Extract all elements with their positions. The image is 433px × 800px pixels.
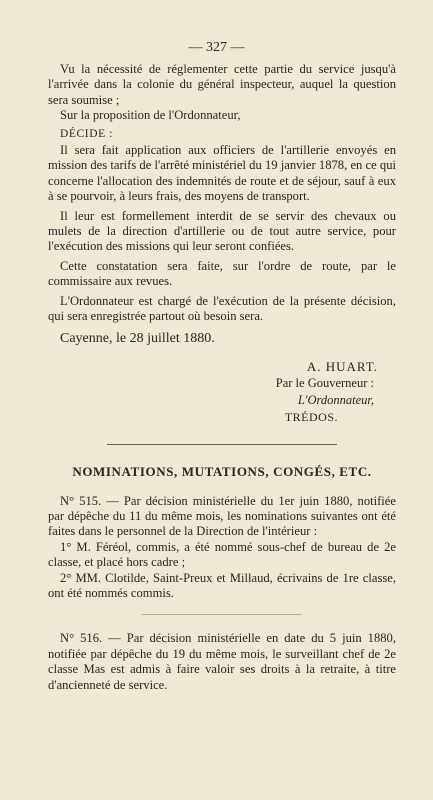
decide-label: DÉCIDE : (60, 127, 114, 140)
decision-text: N° 516. — Par décision ministérielle en date du 5 juin 1880, notifiée par dépêche du 19 du même mois, le surveillant chef de 2e classe Mas est admis à faire valoir ses droits à la retraite, à titre d'ancienneté de service. (48, 631, 396, 692)
decision-item: 2° MM. Clotilde, Saint-Preux et Millaud, écrivains de 1re classe, ont été nommés commis. (48, 570, 396, 600)
section-heading: NOMINATIONS, MUTATIONS, CONGÉS, ETC. (72, 463, 372, 479)
article-paragraph: Il sera fait application aux officiers de l'artillerie envoyés en mission des tarifs de l'arrêté ministériel du 19 janvier 1878, en ce qui concerne l'allocation des indemnités de route et de séjour, sauf à eux à se pourvoir, à leurs frais, des moyens de transport. (48, 143, 396, 204)
article-paragraph: L'Ordonnateur est chargé de l'exécution de la présente décision, qui sera enregistrée partout où besoin sera. (48, 293, 396, 324)
preamble-paragraph: Sur la proposition de l'Ordonnateur, (60, 108, 241, 123)
decision-divider (142, 614, 302, 615)
preamble-paragraph: Vu la nécessité de réglementer cette partie du service jusqu'à l'arrivée dans la colonie du général inspecteur, auquel la question sera soumise ; (48, 62, 396, 107)
decision-text: N° 515. — Par décision ministérielle du 1er juin 1880, notifiée par dépêche du 11 du même mois, les nominations suivantes ont été faites dans le personnel de la Direction de l'intérieur : (48, 493, 396, 539)
signature-name: A. HUART. (306, 358, 378, 374)
signature-role: Par le Gouverneur : (275, 375, 374, 390)
section-divider (107, 444, 337, 445)
date-line: Cayenne, le 28 juillet 1880. (60, 330, 215, 346)
signature-name-2: TRÉDOS. (284, 409, 338, 424)
article-paragraph: Il leur est formellement interdit de se servir des chevaux ou mulets de la direction d'artillerie ou de tout autre service, pour l'exécution des missions qui leur seront confiées. (48, 208, 396, 254)
article-paragraph: Cette constatation sera faite, sur l'ordre de route, par le commissaire aux revues. (48, 258, 396, 289)
decision-item: 1° M. Féréol, commis, a été nommé sous-chef de bureau de 2e classe, et placé hors cadre ; (48, 539, 396, 570)
decision-516 (48, 631, 396, 693)
page-number: — 327 — (188, 40, 245, 55)
signature-title: L'Ordonnateur, (297, 392, 374, 407)
document-body (48, 62, 396, 693)
decision-515 (48, 494, 396, 602)
